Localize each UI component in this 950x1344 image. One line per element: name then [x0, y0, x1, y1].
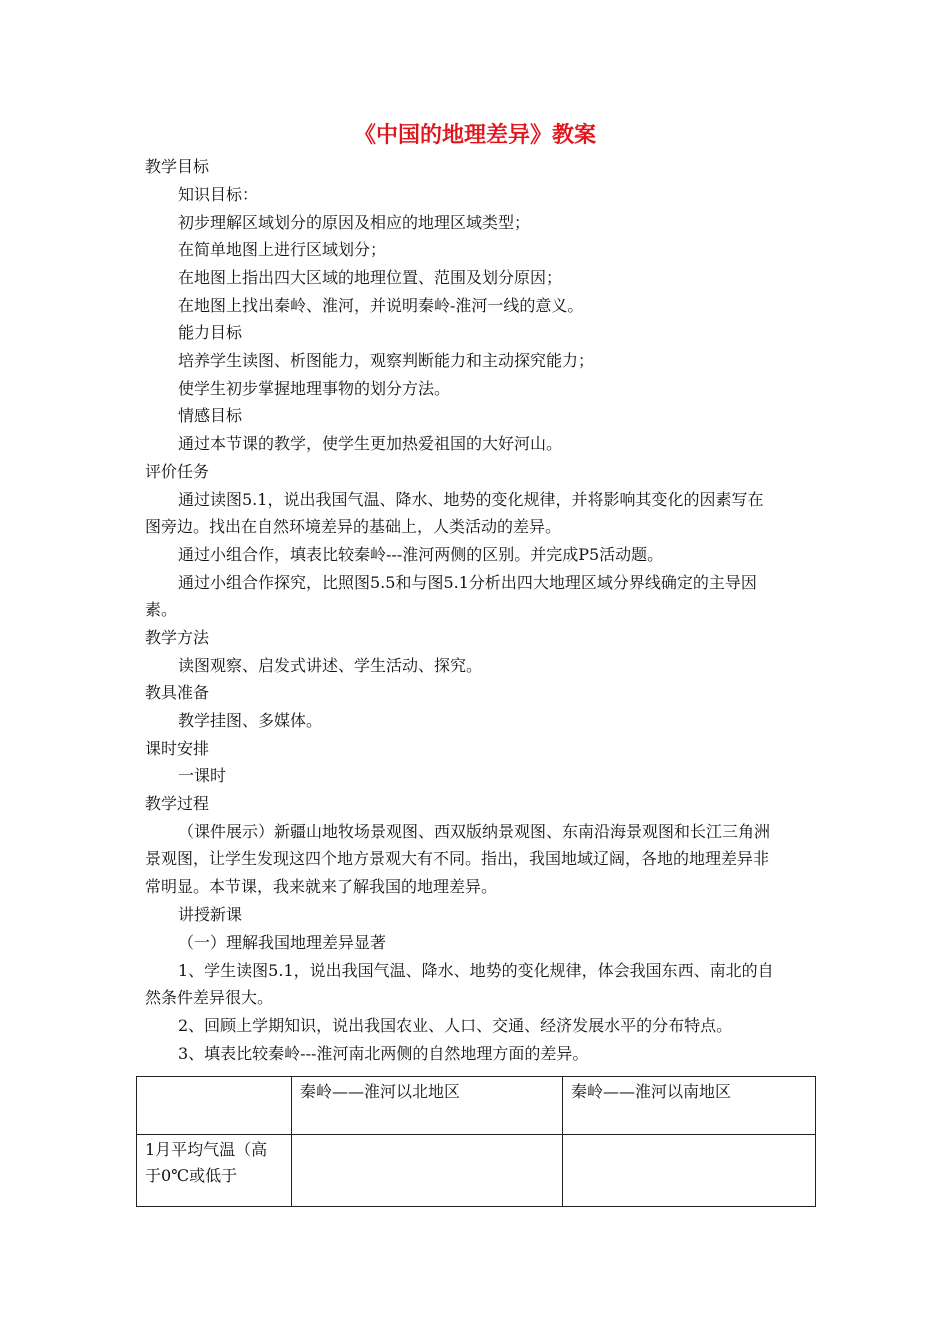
section-heading: 教学方法: [145, 628, 210, 647]
subheading: （一）理解我国地理差异显著: [178, 933, 387, 952]
paragraph-line: 培养学生读图、析图能力，观察判断能力和主动探究能力；: [178, 351, 595, 370]
paragraph-line: 通过读图5.1，说出我国气温、降水、地势的变化规律，并将影响其变化的因素写在: [178, 490, 764, 509]
paragraph-line: 然条件差异很大。: [145, 988, 274, 1007]
table-header-row: [137, 1077, 816, 1135]
table-header-cell: 秦岭——淮河以南地区: [563, 1077, 816, 1135]
paragraph-line: 在简单地图上进行区域划分；: [178, 240, 387, 259]
paragraph-line: 图旁边。找出在自然环境差异的基础上，人类活动的差异。: [145, 517, 562, 536]
subheading: 能力目标: [178, 323, 243, 342]
paragraph-line: 一课时: [178, 766, 227, 785]
paragraph-line: 2、回顾上学期知识，说出我国农业、人口、交通、经济发展水平的分布特点。: [178, 1016, 733, 1035]
comparison-table: [136, 1076, 816, 1207]
section-heading: 教学目标: [145, 157, 210, 176]
paragraph-line: 常明显。本节课，我来就来了解我国的地理差异。: [145, 877, 498, 896]
subheading: 讲授新课: [178, 905, 243, 924]
paragraph-line: 通过本节课的教学，使学生更加热爱祖国的大好河山。: [178, 434, 563, 453]
paragraph-line: 初步理解区域划分的原因及相应的地理区域类型；: [178, 213, 531, 232]
table-cell: [563, 1135, 816, 1207]
paragraph-line: 教学挂图、多媒体。: [178, 711, 323, 730]
paragraph-line: 在地图上找出秦岭、淮河，并说明秦岭-淮河一线的意义。: [178, 296, 584, 315]
subheading: 知识目标：: [178, 185, 259, 204]
section-heading: 教具准备: [145, 683, 210, 702]
subheading: 情感目标: [178, 406, 243, 425]
section-heading: 教学过程: [145, 794, 210, 813]
paragraph-line: 1、学生读图5.1，说出我国气温、降水、地势的变化规律，体会我国东西、南北的自: [178, 961, 774, 980]
paragraph-line: 通过小组合作探究，比照图5.5和与图5.1分析出四大地理区域分界线确定的主导因: [178, 573, 757, 592]
paragraph-line: 3、填表比较秦岭---淮河南北两侧的自然地理方面的差异。: [178, 1044, 589, 1063]
document-title: 《中国的地理差异》教案: [353, 122, 596, 148]
table-header-cell: [137, 1077, 292, 1135]
paragraph-line: 读图观察、启发式讲述、学生活动、探究。: [178, 656, 483, 675]
section-heading: 课时安排: [145, 739, 210, 758]
paragraph-line: 景观图，让学生发现这四个地方景观大有不同。指出，我国地域辽阔，各地的地理差异非: [145, 849, 770, 868]
paragraph-line: 通过小组合作，填表比较秦岭---淮河两侧的区别。并完成P5活动题。: [178, 545, 664, 564]
section-heading: 评价任务: [145, 462, 210, 481]
table-cell: 1月平均气温（高于0℃或低于: [137, 1135, 292, 1207]
paragraph-line: 素。: [145, 600, 178, 619]
paragraph-line: （课件展示）新疆山地牧场景观图、西双版纳景观图、东南沿海景观图和长江三角洲: [178, 822, 771, 841]
table-header-cell: 秦岭——淮河以北地区: [292, 1077, 563, 1135]
paragraph-line: 在地图上指出四大区域的地理位置、范围及划分原因；: [178, 268, 563, 287]
table-row: [137, 1135, 816, 1207]
paragraph-line: 使学生初步掌握地理事物的划分方法。: [178, 379, 451, 398]
table-cell: [292, 1135, 563, 1207]
